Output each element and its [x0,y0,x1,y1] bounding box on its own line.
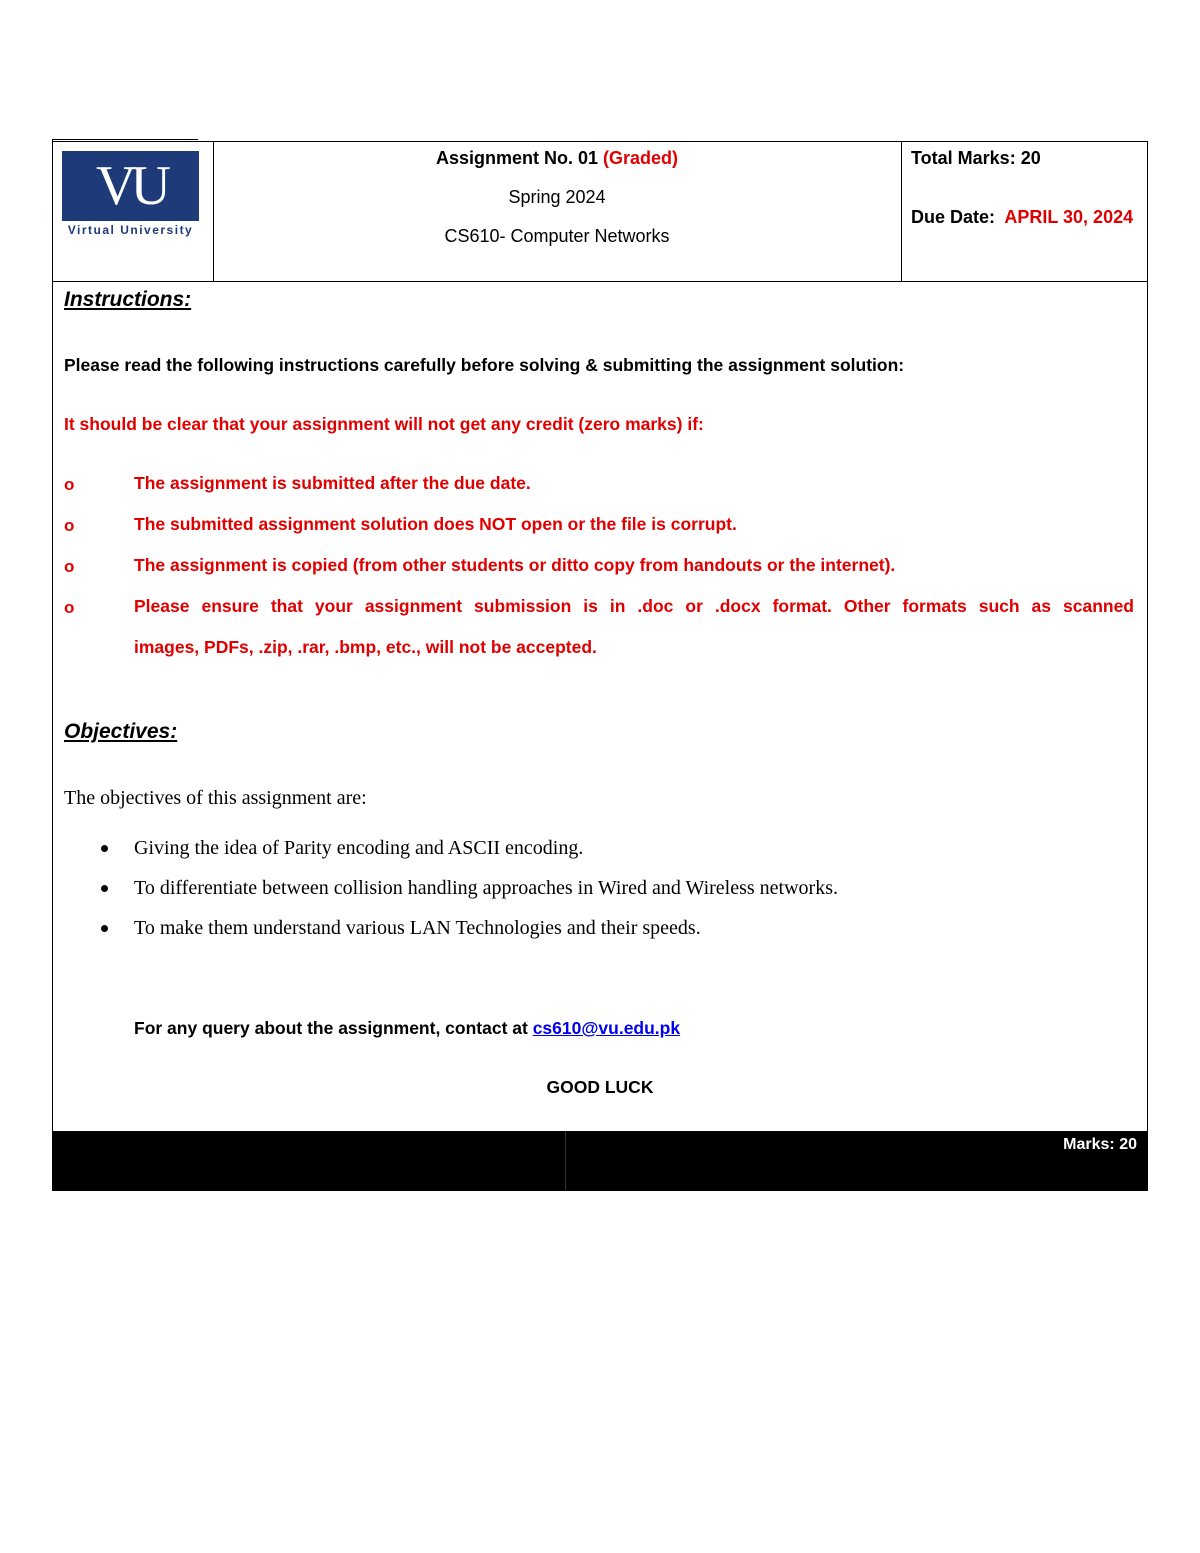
contact-text: For any query about the assignment, contact at [134,1018,533,1038]
instructions-intro: Please read the following instructions carefully before solving & submitting the assignment solution: [64,355,905,375]
total-marks: Total Marks: 20 [911,148,1041,168]
good-luck: GOOD LUCK [546,1077,654,1097]
marks-cell [902,142,1147,281]
logo-caption: Virtual University [67,223,194,237]
objectives-heading: Objectives: [64,720,178,743]
instruction-item-4-continued: images, PDFs, .zip, .rar, .bmp, etc., will not be accepted. [134,637,597,657]
instruction-item-4: Please ensure that your assignment submission is in .doc or .docx format. Other formats such as scanned [134,596,1134,616]
corner-mark [52,139,198,140]
objectives-intro: The objectives of this assignment are: [64,787,367,809]
list-marker: o [64,557,75,576]
list-marker: o [64,516,75,535]
due-date-value: APRIL 30, 2024 [1004,207,1134,227]
list-marker: o [64,475,75,494]
instruction-item-3: The assignment is copied (from other students or ditto copy from handouts or the internet). [134,555,896,575]
bullet-icon [101,925,108,932]
header-row [53,142,1147,282]
logo-mark: VU [96,155,165,217]
contact-line [134,1016,680,1040]
zero-marks-warning: It should be clear that your assignment will not get any credit (zero marks) if: [64,414,704,434]
instruction-item-2: The submitted assignment solution does NOT open or the file is corrupt. [134,514,737,534]
logo-cell [53,142,214,281]
due-date [911,205,1133,229]
assignment-title [213,146,901,170]
course-name: CS610- Computer Networks [444,226,670,246]
instructions-heading: Instructions: [64,288,192,311]
graded-label: (Graded) [603,148,679,168]
objective-item-2: To differentiate between collision handling approaches in Wired and Wireless networks. [134,877,839,899]
due-date-label: Due Date: [911,207,996,227]
bullet-icon [101,845,108,852]
assignment-frame [52,141,1148,1191]
list-marker: o [64,598,75,617]
objective-item-3: To make them understand various LAN Technologies and their speeds. [134,917,701,939]
semester: Spring 2024 [508,187,606,207]
bullet-icon [101,885,108,892]
instruction-item-1: The assignment is submitted after the due date. [134,473,531,493]
footer-divider [565,1131,566,1190]
footer-marks: Marks: 20 [1063,1136,1137,1153]
title-cell [213,142,902,281]
contact-email-link[interactable]: cs610@vu.edu.pk [532,1018,681,1038]
footer-bar [53,1131,1147,1190]
objective-item-1: Giving the idea of Parity encoding and ASCII encoding. [134,837,584,859]
assignment-number: Assignment No. 01 [435,148,604,168]
vu-logo [62,151,199,241]
logo-box [62,151,199,221]
